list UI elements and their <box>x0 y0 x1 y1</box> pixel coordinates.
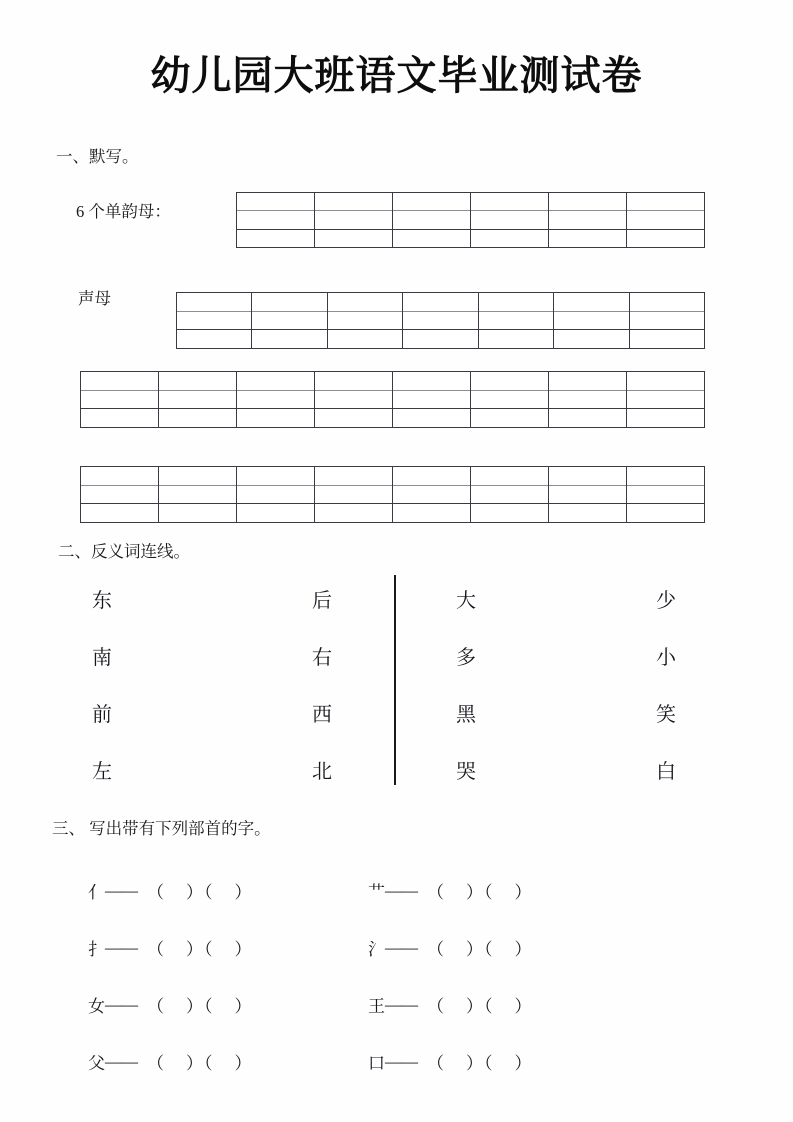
radical-answer-blanks[interactable]: （ ）（ ） <box>147 940 253 959</box>
radical-dash: —— <box>105 1051 137 1071</box>
grid-cell[interactable] <box>81 409 158 427</box>
grid-cell[interactable] <box>554 293 628 312</box>
radical-row <box>56 1033 746 1090</box>
radical-dash: —— <box>385 937 417 957</box>
grid-cell[interactable] <box>237 230 314 247</box>
radical-item <box>88 935 368 960</box>
antonym-word-right[interactable]: 少 <box>656 589 676 612</box>
grid-cell[interactable] <box>549 372 626 391</box>
grid-cell[interactable] <box>471 409 548 427</box>
grid-cell[interactable] <box>630 330 704 348</box>
grid-column[interactable] <box>393 467 471 522</box>
radical-dash: —— <box>385 1051 417 1071</box>
grid-cell[interactable] <box>81 391 158 410</box>
grid-cell[interactable] <box>159 467 236 486</box>
grid-cell[interactable] <box>627 193 704 211</box>
grid-cell[interactable] <box>471 467 548 486</box>
vowels-writing-grid[interactable] <box>236 192 705 248</box>
radical-glyph: 亻 <box>88 883 105 902</box>
grid-cell[interactable] <box>177 293 251 312</box>
consonants-writing-grid-1[interactable] <box>176 292 705 349</box>
grid-column[interactable] <box>549 193 627 247</box>
antonym-word-left[interactable]: 黑 <box>456 703 476 726</box>
grid-cell[interactable] <box>627 372 704 391</box>
grid-cell[interactable] <box>471 504 548 522</box>
antonym-word-left[interactable]: 前 <box>92 703 112 726</box>
grid-column[interactable] <box>549 372 627 427</box>
grid-cell[interactable] <box>627 467 704 486</box>
grid-cell[interactable] <box>315 504 392 522</box>
grid-cell[interactable] <box>393 391 470 410</box>
grid-cell[interactable] <box>393 211 470 229</box>
grid-cell[interactable] <box>328 312 402 331</box>
grid-cell[interactable] <box>393 372 470 391</box>
grid-column[interactable] <box>237 193 315 247</box>
radical-item <box>88 992 368 1017</box>
grid-column[interactable] <box>627 467 704 522</box>
grid-cell[interactable] <box>328 330 402 348</box>
grid-cell[interactable] <box>252 330 326 348</box>
grid-cell[interactable] <box>237 391 314 410</box>
grid-cell[interactable] <box>315 193 392 211</box>
grid-cell[interactable] <box>315 230 392 247</box>
radical-answer-blanks[interactable]: （ ）（ ） <box>427 940 533 959</box>
grid-cell[interactable] <box>159 409 236 427</box>
grid-cell[interactable] <box>81 467 158 486</box>
grid-cell[interactable] <box>237 504 314 522</box>
antonym-group-left <box>92 572 332 800</box>
section-heading-antonyms: 二、反义词连线。 <box>58 542 190 561</box>
grid-cell[interactable] <box>627 486 704 505</box>
consonants-writing-grid-3[interactable] <box>80 466 705 523</box>
grid-cell[interactable] <box>315 391 392 410</box>
grid-column[interactable] <box>159 467 237 522</box>
grid-column[interactable] <box>315 372 393 427</box>
radical-item <box>368 878 533 903</box>
antonym-row <box>92 743 332 800</box>
grid-column[interactable] <box>393 193 471 247</box>
grid-cell[interactable] <box>549 504 626 522</box>
radical-item <box>368 992 533 1017</box>
label-consonants: 声母 <box>78 289 111 308</box>
grid-cell[interactable] <box>549 409 626 427</box>
grid-cell[interactable] <box>328 293 402 312</box>
grid-cell[interactable] <box>627 409 704 427</box>
antonym-word-right[interactable]: 后 <box>312 589 332 612</box>
grid-cell[interactable] <box>627 230 704 247</box>
antonym-row <box>92 686 332 743</box>
radical-item <box>88 878 368 903</box>
radical-answer-blanks[interactable]: （ ）（ ） <box>147 883 253 902</box>
grid-cell[interactable] <box>627 391 704 410</box>
radical-dash: —— <box>105 880 137 900</box>
grid-cell[interactable] <box>471 372 548 391</box>
radical-item <box>368 1049 533 1074</box>
grid-cell[interactable] <box>237 372 314 391</box>
antonym-divider <box>394 575 396 785</box>
antonym-row <box>92 629 332 686</box>
grid-cell[interactable] <box>81 372 158 391</box>
antonym-word-right[interactable]: 小 <box>656 646 676 669</box>
grid-cell[interactable] <box>471 193 548 211</box>
grid-cell[interactable] <box>479 293 553 312</box>
radical-answer-blanks[interactable]: （ ）（ ） <box>427 883 533 902</box>
grid-column[interactable] <box>627 193 704 247</box>
radical-glyph: 女 <box>88 997 105 1016</box>
page-title: 幼儿园大班语文毕业测试卷 <box>150 53 643 98</box>
grid-column[interactable] <box>471 467 549 522</box>
grid-cell[interactable] <box>315 211 392 229</box>
grid-cell[interactable] <box>549 230 626 247</box>
grid-column[interactable] <box>237 467 315 522</box>
grid-cell[interactable] <box>479 312 553 331</box>
grid-cell[interactable] <box>471 230 548 247</box>
antonym-matching-area <box>56 572 736 788</box>
grid-column[interactable] <box>252 293 327 348</box>
grid-cell[interactable] <box>403 312 477 331</box>
antonym-word-right[interactable]: 北 <box>312 760 332 783</box>
grid-cell[interactable] <box>177 330 251 348</box>
antonym-row <box>456 686 676 743</box>
antonym-word-right[interactable]: 笑 <box>656 703 676 726</box>
grid-cell[interactable] <box>393 486 470 505</box>
label-single-vowels: 6 个单韵母： <box>76 202 171 221</box>
grid-cell[interactable] <box>471 486 548 505</box>
grid-cell[interactable] <box>393 467 470 486</box>
antonym-word-left[interactable]: 哭 <box>456 760 476 783</box>
grid-cell[interactable] <box>471 211 548 229</box>
grid-cell[interactable] <box>237 467 314 486</box>
grid-column[interactable] <box>237 372 315 427</box>
antonym-row <box>456 629 676 686</box>
antonym-word-left[interactable]: 多 <box>456 646 476 669</box>
grid-cell[interactable] <box>237 409 314 427</box>
grid-cell[interactable] <box>549 391 626 410</box>
grid-cell[interactable] <box>403 330 477 348</box>
radical-row <box>56 862 746 919</box>
grid-cell[interactable] <box>159 391 236 410</box>
radical-row <box>56 919 746 976</box>
grid-column[interactable] <box>328 293 403 348</box>
grid-column[interactable] <box>549 467 627 522</box>
grid-column[interactable] <box>554 293 629 348</box>
grid-cell[interactable] <box>315 467 392 486</box>
grid-cell[interactable] <box>159 504 236 522</box>
antonym-word-right[interactable]: 白 <box>656 760 676 783</box>
radical-glyph: 口 <box>368 1054 385 1073</box>
grid-cell[interactable] <box>630 293 704 312</box>
grid-cell[interactable] <box>252 293 326 312</box>
radical-exercise-area <box>56 862 746 1097</box>
grid-column[interactable] <box>177 293 252 348</box>
radical-glyph: 王 <box>368 997 385 1016</box>
radical-answer-blanks[interactable]: （ ）（ ） <box>427 1054 533 1073</box>
grid-cell[interactable] <box>554 312 628 331</box>
grid-column[interactable] <box>471 372 549 427</box>
antonym-word-left[interactable]: 左 <box>92 760 112 783</box>
grid-cell[interactable] <box>237 193 314 211</box>
antonym-word-left[interactable]: 东 <box>92 589 112 612</box>
grid-column[interactable] <box>159 372 237 427</box>
grid-column[interactable] <box>630 293 704 348</box>
grid-column[interactable] <box>403 293 478 348</box>
antonym-word-left[interactable]: 大 <box>456 589 476 612</box>
radical-row <box>56 976 746 1033</box>
grid-cell[interactable] <box>393 230 470 247</box>
radical-answer-blanks[interactable]: （ ）（ ） <box>147 997 253 1016</box>
grid-cell[interactable] <box>549 193 626 211</box>
antonym-word-right[interactable]: 右 <box>312 646 332 669</box>
radical-glyph: 氵 <box>368 940 385 959</box>
grid-cell[interactable] <box>479 330 553 348</box>
antonym-word-right[interactable]: 西 <box>312 703 332 726</box>
antonym-row <box>92 572 332 629</box>
grid-cell[interactable] <box>549 486 626 505</box>
grid-cell[interactable] <box>81 486 158 505</box>
radical-glyph: 扌 <box>88 940 105 959</box>
grid-cell[interactable] <box>549 467 626 486</box>
section-heading-dictation: 一、默写。 <box>56 147 139 166</box>
grid-cell[interactable] <box>252 312 326 331</box>
grid-column[interactable] <box>315 467 393 522</box>
grid-column[interactable] <box>81 372 159 427</box>
grid-cell[interactable] <box>237 211 314 229</box>
grid-column[interactable] <box>479 293 554 348</box>
grid-column[interactable] <box>627 372 704 427</box>
radical-dash: —— <box>105 994 137 1014</box>
grid-column[interactable] <box>81 467 159 522</box>
grid-cell[interactable] <box>630 312 704 331</box>
grid-cell[interactable] <box>403 293 477 312</box>
radical-glyph: 父 <box>88 1054 105 1073</box>
grid-cell[interactable] <box>159 372 236 391</box>
grid-column[interactable] <box>315 193 393 247</box>
radical-answer-blanks[interactable]: （ ）（ ） <box>427 997 533 1016</box>
grid-cell[interactable] <box>627 504 704 522</box>
antonym-group-right <box>456 572 676 800</box>
grid-cell[interactable] <box>315 409 392 427</box>
radical-item <box>88 1049 368 1074</box>
radical-answer-blanks[interactable]: （ ）（ ） <box>147 1054 253 1073</box>
grid-cell[interactable] <box>393 409 470 427</box>
antonym-row <box>456 572 676 629</box>
antonym-word-left[interactable]: 南 <box>92 646 112 669</box>
grid-cell[interactable] <box>315 486 392 505</box>
grid-cell[interactable] <box>81 504 158 522</box>
grid-cell[interactable] <box>159 486 236 505</box>
radical-dash: —— <box>385 880 417 900</box>
grid-cell[interactable] <box>627 211 704 229</box>
radical-glyph: 艹 <box>368 883 385 902</box>
radical-item <box>368 935 533 960</box>
grid-cell[interactable] <box>237 486 314 505</box>
antonym-row <box>456 743 676 800</box>
radical-dash: —— <box>385 994 417 1014</box>
consonants-writing-grid-2[interactable] <box>80 371 705 428</box>
grid-cell[interactable] <box>315 372 392 391</box>
grid-cell[interactable] <box>393 193 470 211</box>
grid-cell[interactable] <box>549 211 626 229</box>
grid-cell[interactable] <box>471 391 548 410</box>
radical-dash: —— <box>105 937 137 957</box>
grid-column[interactable] <box>393 372 471 427</box>
grid-cell[interactable] <box>393 504 470 522</box>
section-heading-radicals: 三、 写出带有下列部首的字。 <box>52 819 271 838</box>
grid-column[interactable] <box>471 193 549 247</box>
grid-cell[interactable] <box>177 312 251 331</box>
grid-cell[interactable] <box>554 330 628 348</box>
